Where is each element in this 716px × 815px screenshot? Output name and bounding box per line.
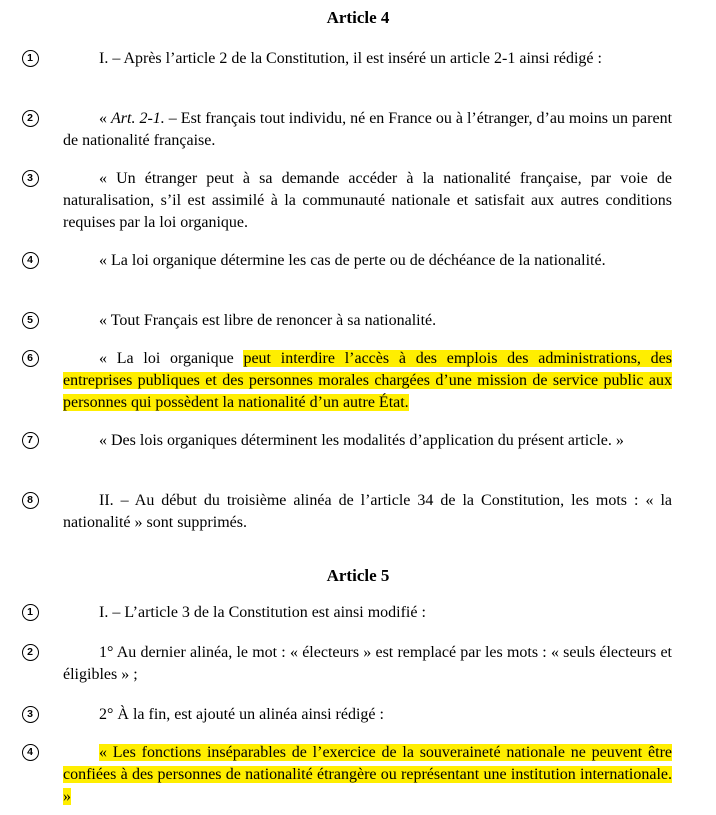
- paragraph-text: [63, 108, 672, 152]
- paragraph-body: « Tout Français est libre de renoncer à sa nationalité.: [99, 312, 437, 329]
- paragraph-text: [63, 704, 672, 726]
- circled-number-icon: 2: [22, 644, 39, 661]
- paragraph-text: [63, 250, 672, 272]
- circled-number-icon: 2: [22, 110, 39, 127]
- article-title: Article 4: [326, 8, 390, 27]
- circled-number-icon: 1: [22, 50, 39, 67]
- paragraph-number: [20, 348, 40, 368]
- paragraph-body: – Est français tout individu, né en France ou à l’étranger, d’au moins un parent de nationalité française.: [63, 110, 673, 149]
- article-reference: Art. 2-1.: [111, 110, 165, 127]
- paragraph-body: « La loi organique: [99, 350, 244, 367]
- paragraph-text: [63, 602, 672, 624]
- paragraph-body: 2° À la fin, est ajouté un alinéa ainsi rédigé :: [99, 706, 384, 723]
- circled-number-icon: 3: [22, 706, 39, 723]
- paragraph-number: [20, 602, 40, 622]
- paragraph-number: [20, 490, 40, 510]
- paragraph-body: I. – Après l’article 2 de la Constitution, il est inséré un article 2-1 ainsi rédigé :: [99, 50, 602, 67]
- paragraph-body: « Un étranger peut à sa demande accéder à la nationalité française, par voie de naturalisation, s’il est assimilé à la communauté nationale et satisfait aux autres conditions requises par la loi organique.: [63, 170, 672, 231]
- paragraph-text: [63, 168, 672, 234]
- paragraph-body: 1° Au dernier alinéa, le mot : « électeurs » est remplacé par les mots : « seuls électeurs et éligibles » ;: [63, 644, 672, 683]
- paragraph-body: « Des lois organiques déterminent les modalités d’application du présent article. »: [99, 432, 624, 449]
- circled-number-icon: 4: [22, 744, 39, 761]
- paragraph-text: [63, 642, 672, 686]
- paragraph-number: [20, 48, 40, 68]
- paragraph-text: [63, 430, 672, 452]
- paragraph-number: [20, 742, 40, 762]
- paragraph-text: [63, 490, 672, 534]
- paragraph-number: [20, 704, 40, 724]
- paragraph-body: I. – L’article 3 de la Constitution est ainsi modifié :: [99, 604, 426, 621]
- paragraph-number: [20, 168, 40, 188]
- paragraph-text: [63, 48, 672, 70]
- paragraph-number: [20, 430, 40, 450]
- paragraph-lead: «: [99, 110, 112, 127]
- article-title: Article 5: [326, 566, 390, 585]
- paragraph-text: [63, 310, 672, 332]
- circled-number-icon: 7: [22, 432, 39, 449]
- circled-number-icon: 3: [22, 170, 39, 187]
- circled-number-icon: 1: [22, 604, 39, 621]
- paragraph-text: [63, 742, 672, 808]
- paragraph-body: II. – Au début du troisième alinéa de l’article 34 de la Constitution, les mots : « la nationalité » sont supprimés.: [63, 492, 672, 531]
- highlighted-text: « Les fonctions inséparables de l’exercice de la souveraineté nationale ne peuvent être confiées à des personnes de nationalité étrangère ou représentant une institution internationale. »: [63, 744, 672, 805]
- circled-number-icon: 6: [22, 350, 39, 367]
- paragraph-number: [20, 642, 40, 662]
- circled-number-icon: 5: [22, 312, 39, 329]
- paragraph-text: [63, 348, 672, 414]
- paragraph-number: [20, 108, 40, 128]
- circled-number-icon: 8: [22, 492, 39, 509]
- paragraph-number: [20, 310, 40, 330]
- highlighted-text: peut interdire l’accès à des emplois des administrations, des entreprises publiques et des personnes morales chargées d’une mission de service public aux personnes qui possèdent la nationalité d’un autre État.: [63, 350, 672, 411]
- circled-number-icon: 4: [22, 252, 39, 269]
- paragraph-number: [20, 250, 40, 270]
- paragraph-body: « La loi organique détermine les cas de perte ou de déchéance de la nationalité.: [99, 252, 606, 269]
